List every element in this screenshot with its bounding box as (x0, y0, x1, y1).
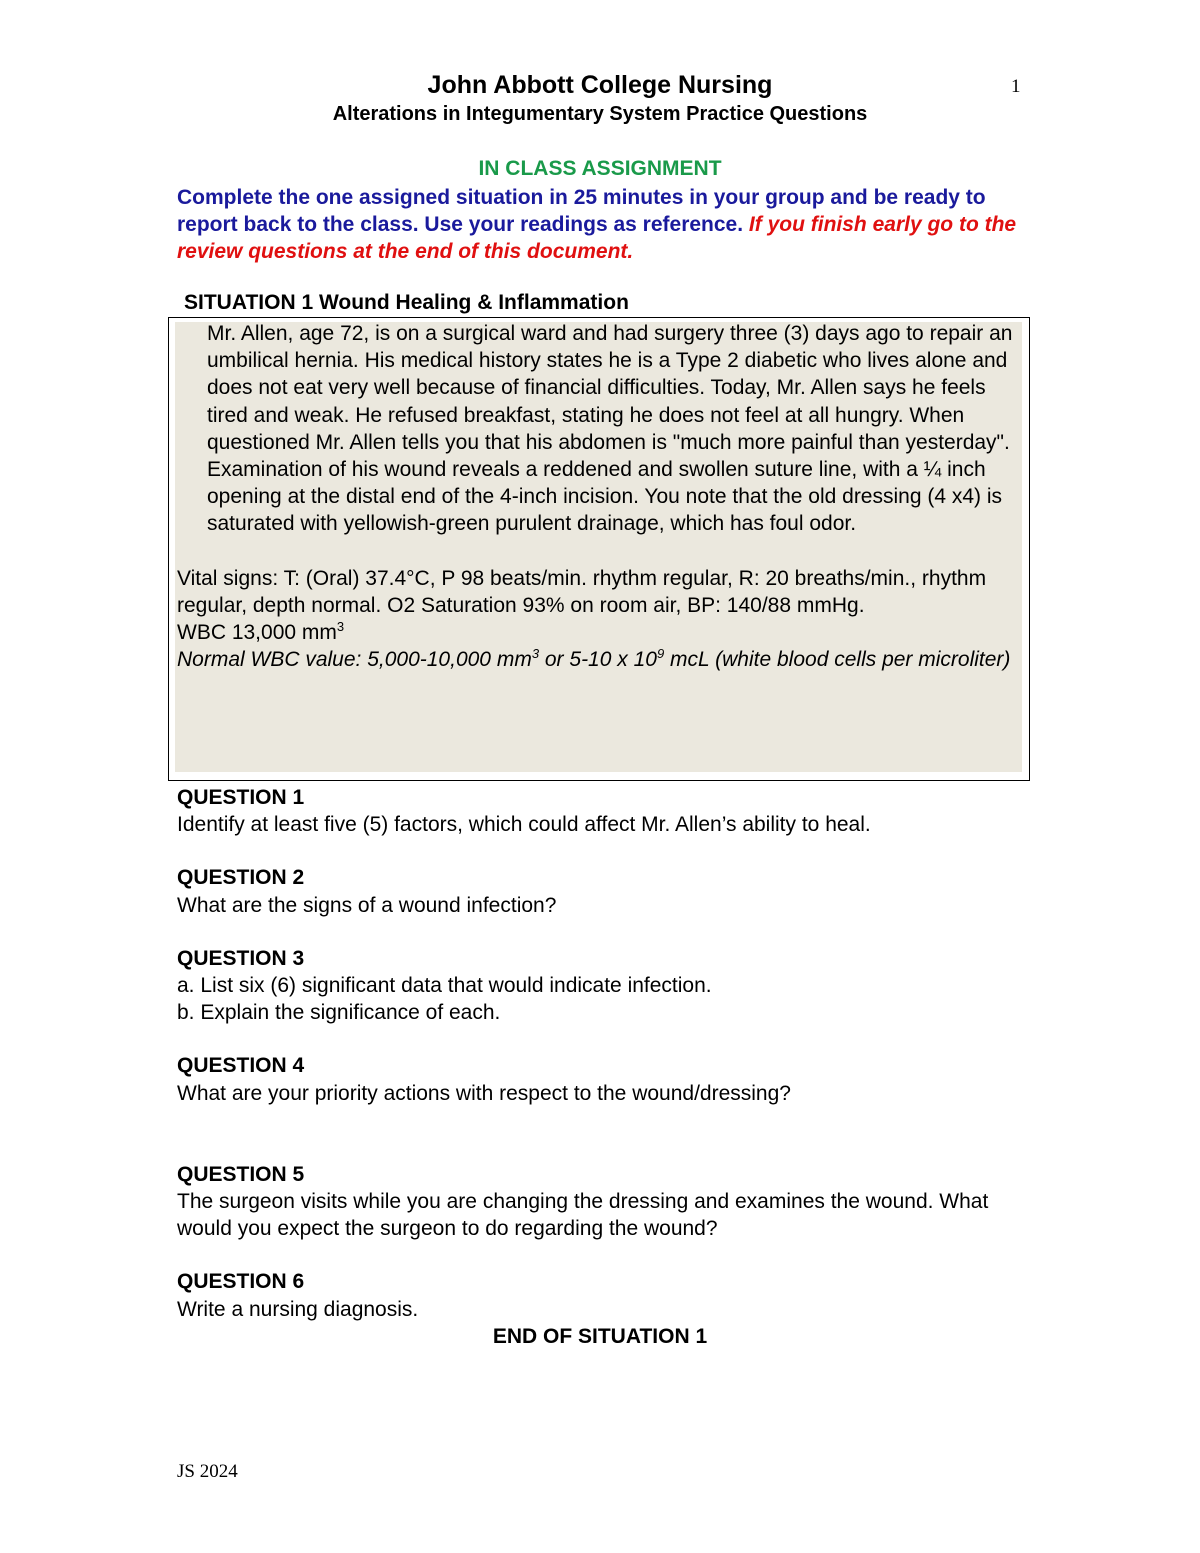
question-block (177, 784, 1017, 838)
questions (177, 784, 1017, 1323)
question-label: QUESTION 5 (177, 1162, 305, 1186)
assignment-instructions (177, 184, 1017, 265)
question-label: QUESTION 4 (177, 1054, 305, 1078)
case-narrative: Mr. Allen, age 72, is on a surgical ward and had surgery three (3) days ago to repair an umbilical hernia. His medical history states he is a Type 2 diabetic who lives alone and does not eat very well because of financial difficulties. Today, Mr. Allen says he feels tired and weak. He refused breakfast, stating he does not feel at all hungry. When questioned Mr. Allen tells you that his abdomen is "much more painful than yesterday". Examination of his wound reveals a reddened and swollen suture line, with a ¼ inch opening at the distal end of the 4-inch incision. You note that the old dressing (4 x4) is saturated with yellowish-green purulent drainage, which has foul odor. (207, 322, 1013, 536)
normal-wbc-range: Normal WBC value: 5,000-10,000 $mm^3$ or 5-10 x $10^9$ mcL (white blood cells per microliter) (177, 646, 1011, 672)
footer: JS 2024 (177, 1461, 238, 1482)
question-text: What are your priority actions with respect to the wound/dressing? (177, 1081, 791, 1105)
question-text: The surgeon visits while you are changing the dressing and examines the wound. What would you expect the surgeon to do regarding the wound? (177, 1190, 989, 1241)
question-text: a. List six (6) significant data that would indicate infection. (177, 974, 712, 998)
vital-signs: Vital signs: T: (Oral) 37.4°C, P 98 beats/min. rhythm regular, R: 20 breaths/min., rhythm regular, depth normal. O2 Saturation 93% on room air, BP: 140/88 mmHg. (177, 566, 987, 617)
instruction-note: If you finish early go to the review questions at the end of this document. (177, 213, 1017, 263)
case-box (168, 317, 1030, 781)
question-block (177, 864, 1017, 918)
question-text: What are the signs of a wound infection? (177, 893, 557, 917)
question-block (177, 945, 1017, 1027)
instruction-text: Complete the one assigned situation in 25 minutes in your group and be ready to report back to the class. Use your readings as reference. (177, 186, 986, 236)
wbc-value: WBC 13,000 $mm^3$ (177, 619, 345, 645)
document-subtitle: Alterations in Integumentary System Practice Questions (332, 103, 868, 125)
end-of-situation: END OF SITUATION 1 (492, 1325, 708, 1348)
question-block (177, 1161, 1017, 1243)
case-text (177, 320, 1022, 673)
assignment-heading: IN CLASS ASSIGNMENT (478, 157, 722, 180)
question-label: QUESTION 1 (177, 786, 305, 809)
question-block (177, 1268, 1017, 1322)
question-block (177, 1052, 1017, 1106)
question-text: b. Explain the significance of each. (177, 1001, 501, 1025)
question-label: QUESTION 3 (177, 946, 305, 970)
question-text: Identify at least five (5) factors, which could affect Mr. Allen’s ability to heal. (177, 813, 871, 837)
question-text: Write a nursing diagnosis. (177, 1297, 419, 1321)
page-number: 1 (1011, 76, 1021, 97)
question-label: QUESTION 6 (177, 1270, 305, 1294)
question-label: QUESTION 2 (177, 866, 305, 890)
situation-title: SITUATION 1 Wound Healing & Inflammation (184, 291, 629, 314)
document-title: John Abbott College Nursing (427, 71, 773, 99)
